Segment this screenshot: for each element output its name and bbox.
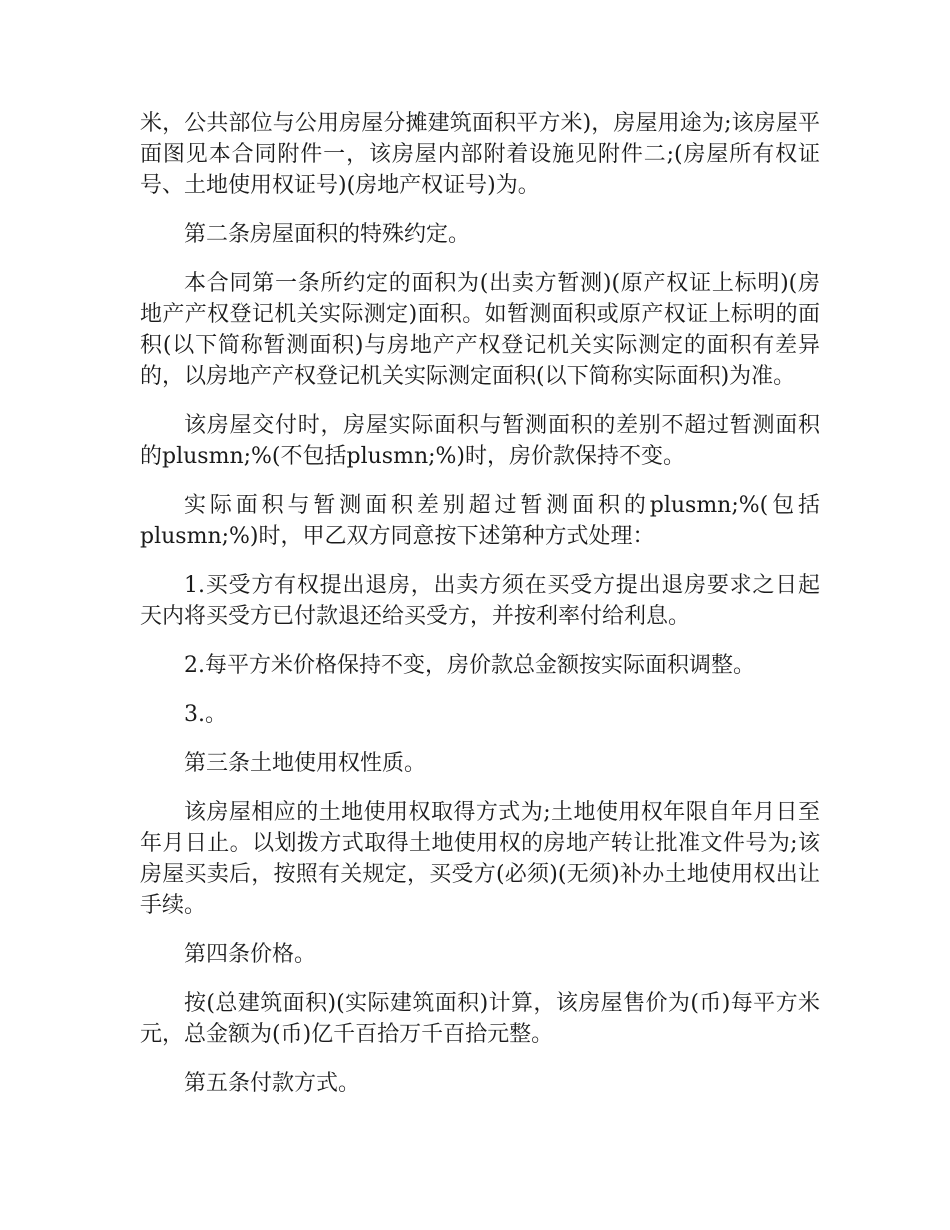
list-item-1: 1.买受方有权提出退房，出卖方须在买受方提出退房要求之日起天内将买受方已付款退还给买受方，并按利率付给利息。 [140,573,820,629]
article-heading-5: 第五条付款方式。 [184,1071,361,1096]
paragraph: 实际面积与暂测面积差别超过暂测面积的plusmn;%(包括plusmn;%)时，甲乙双方同意按下述第种方式处理： [140,493,820,549]
paragraph: 该房屋相应的土地使用权取得方式为;土地使用权年限自年月日至年月日止。以划拨方式取得土地使用权的房地产转让批准文件号为;该房屋买卖后，按照有关规定，买受方(必须)(无须)补办土地使用权出让手续。 [140,800,820,918]
list-item-2: 2.每平方米价格保持不变，房价款总金额按实际面积调整。 [184,653,755,678]
paragraph: 本合同第一条所约定的面积为(出卖方暂测)(原产权证上标明)(房地产产权登记机关实际测定)面积。如暂测面积或原产权证上标明的面积(以下简称暂测面积)与房地产产权登记机关实际测定的面积有差异的，以房地产产权登记机关实际测定面积(以下简称实际面积)为准。 [140,271,820,389]
list-item-3: 3.。 [184,702,227,727]
paragraph: 按(总建筑面积)(实际建筑面积)计算，该房屋售价为(币)每平方米元，总金额为(币)亿千百拾万千百拾元整。 [140,991,820,1047]
paragraph-continuation: 米，公共部位与公用房屋分摊建筑面积平方米)，房屋用途为;该房屋平面图见本合同附件一，该房屋内部附着设施见附件二;(房屋所有权证号、土地使用权证号)(房地产权证号)为。 [140,111,820,198]
paragraph: 该房屋交付时，房屋实际面积与暂测面积的差别不超过暂测面积的plusmn;%(不包括plusmn;%)时，房价款保持不变。 [140,413,820,469]
article-heading-2: 第二条房屋面积的特殊约定。 [184,222,471,247]
article-heading-3: 第三条土地使用权性质。 [184,751,427,776]
document-body [140,108,820,1117]
article-heading-4: 第四条价格。 [184,942,317,967]
